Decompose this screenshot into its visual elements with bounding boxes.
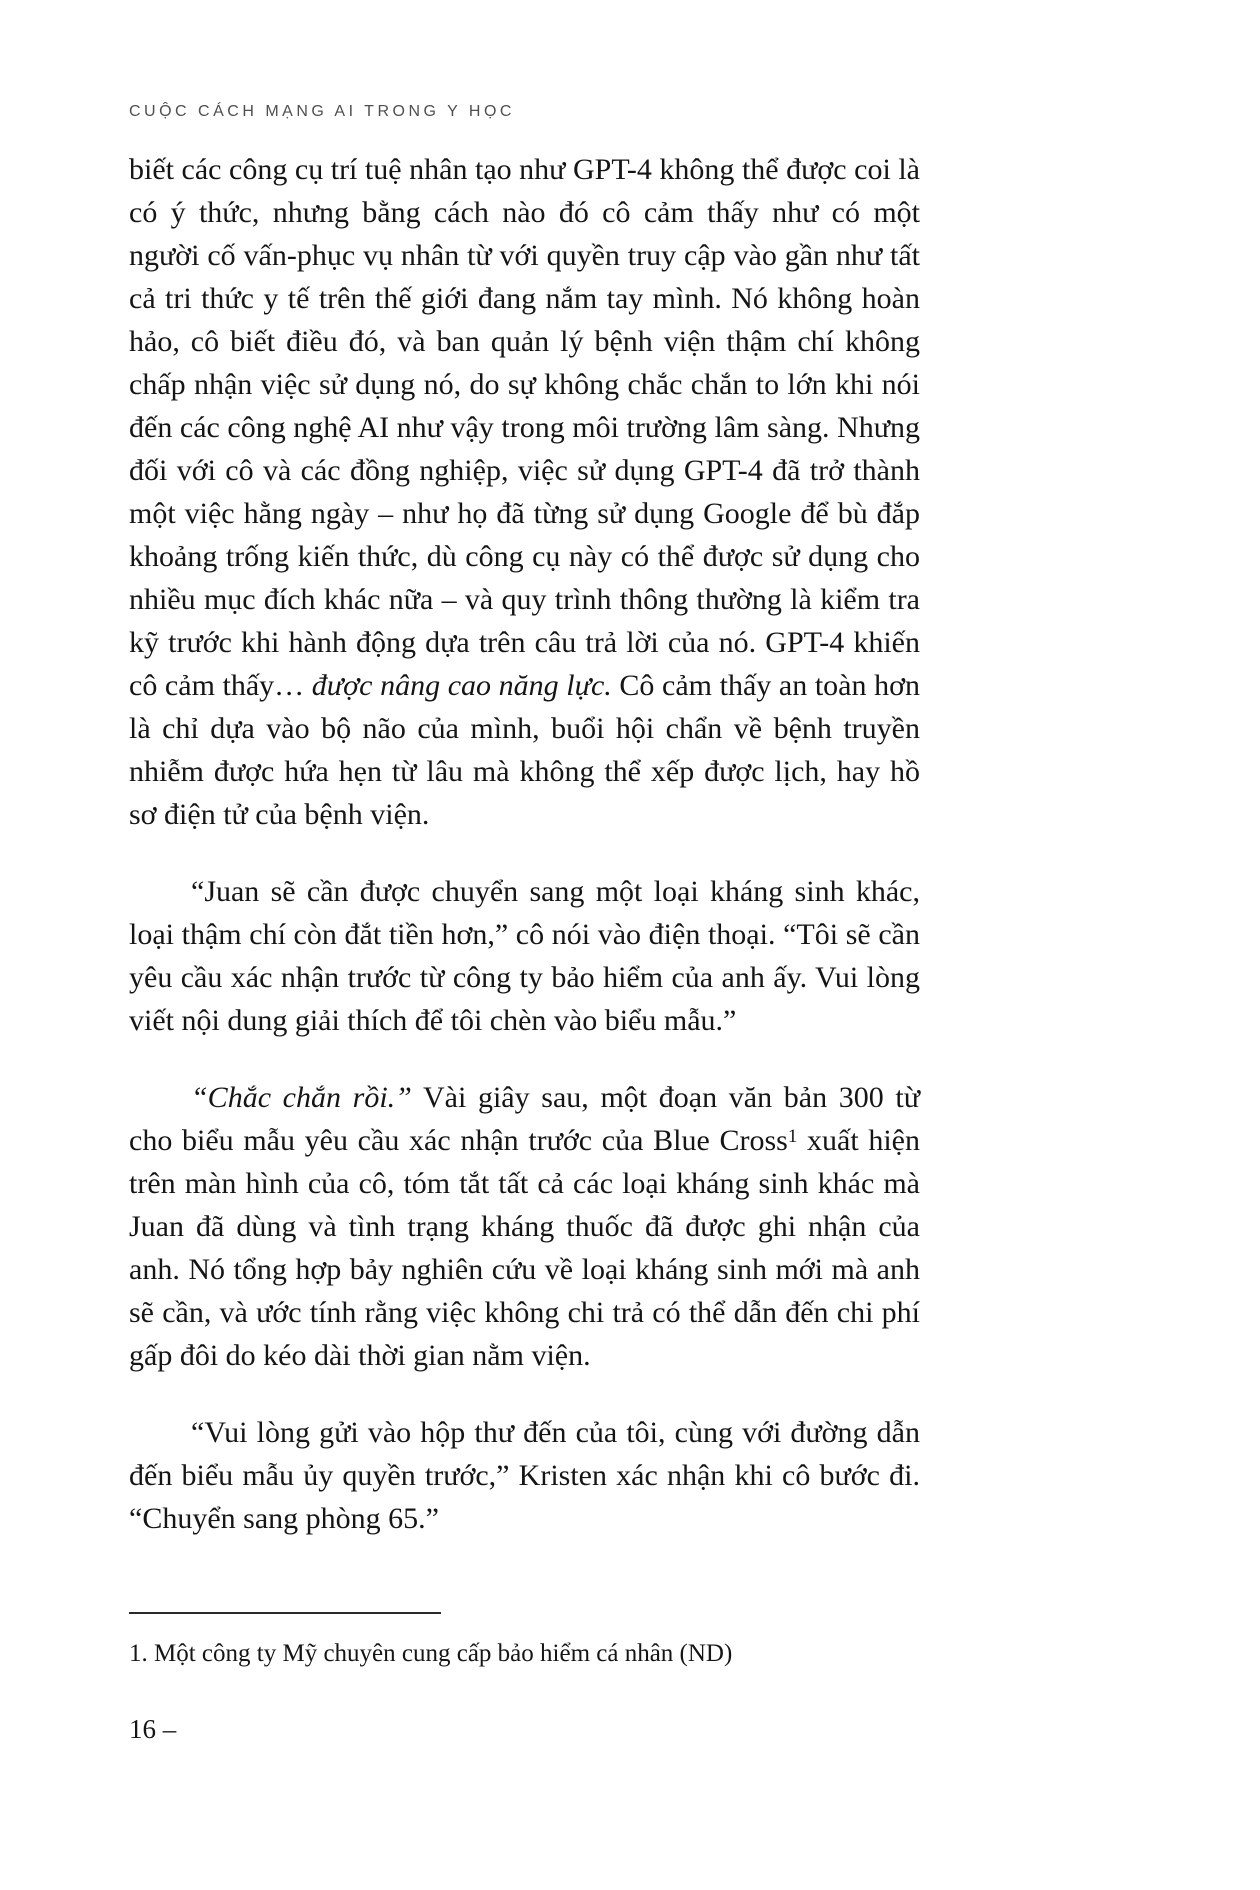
paragraph-1-text-a: biết các công cụ trí tuệ nhân tạo như GPT-4 không thể được coi là có ý thức, nhưng bằng cách nào đó cô cảm thấy như có một người cố vấn-phục vụ nhân từ với quyền truy cập vào gần như tất cả tri thức y tế trên thế giới đang nắm tay mình. Nó không hoàn hảo, cô biết điều đó, và ban quản lý bệnh viện thậm chí không chấp nhận việc sử dụng nó, do sự không chắc chắn to lớn khi nói đến các công nghệ AI như vậy trong môi trường lâm sàng. Nhưng đối với cô và các đồng nghiệp, việc sử dụng GPT-4 đã trở thành một việc hằng ngày – như họ đã từng sử dụng Google để bù đắp khoảng trống kiến thức, dù công cụ này có thể được sử dụng cho nhiều mục đích khác nữa – và quy trình thông thường là kiểm tra kỹ trước khi hành động dựa trên câu trả lời của nó. GPT-4 khiến cô cảm thấy… bbox=[129, 153, 920, 702]
footnote-text: 1. Một công ty Mỹ chuyên cung cấp bảo hiểm cá nhân (ND) bbox=[129, 1640, 733, 1667]
paragraph-1 bbox=[129, 148, 920, 836]
paragraph-2-text: “Juan sẽ cần được chuyển sang một loại kháng sinh khác, loại thậm chí còn đắt tiền hơn,” cô nói vào điện thoại. “Tôi sẽ cần yêu cầu xác nhận trước từ công ty bảo hiểm của anh ấy. Vui lòng viết nội dung giải thích để tôi chèn vào biểu mẫu.” bbox=[129, 875, 920, 1037]
paragraph-1-italic-phrase: được nâng cao năng lực. bbox=[311, 669, 612, 702]
paragraph-2 bbox=[129, 870, 920, 1042]
footnote-separator-rule bbox=[129, 1612, 441, 1614]
paragraph-3-text-a: Vài giây sau, một đoạn văn bản 300 từ cho biểu mẫu yêu cầu xác nhận trước của Blue Cross bbox=[129, 1081, 920, 1157]
paragraph-3 bbox=[129, 1076, 920, 1377]
body-text bbox=[129, 148, 920, 1574]
paragraph-3-text-b: xuất hiện trên màn hình của cô, tóm tắt tất cả các loại kháng sinh khác mà Juan đã dùng và tình trạng kháng thuốc đã được ghi nhận của anh. Nó tổng hợp bảy nghiên cứu về loại kháng sinh mới mà anh sẽ cần, và ước tính rằng việc không chi trả có thể dẫn đến chi phí gấp đôi do kéo dài thời gian nằm viện. bbox=[129, 1124, 920, 1372]
paragraph-1-text-b: Cô cảm thấy an toàn hơn là chỉ dựa vào bộ não của mình, buổi hội chẩn về bệnh truyền nhiễm được hứa hẹn từ lâu mà không thể xếp được lịch, hay hồ sơ điện tử của bệnh viện. bbox=[129, 669, 920, 831]
footnote-reference-marker: 1 bbox=[787, 1126, 798, 1147]
paragraph-3-italic-lead: “Chắc chắn rồi.” bbox=[191, 1081, 412, 1114]
page-number: 16 – bbox=[129, 1714, 177, 1744]
paragraph-4 bbox=[129, 1411, 920, 1540]
paragraph-4-text: “Vui lòng gửi vào hộp thư đến của tôi, cùng với đường dẫn đến biểu mẫu ủy quyền trước,” Kristen xác nhận khi cô bước đi. “Chuyển sang phòng 65.” bbox=[129, 1416, 920, 1535]
running-header: CUỘC CÁCH MẠNG AI TRONG Y HỌC bbox=[129, 103, 515, 120]
